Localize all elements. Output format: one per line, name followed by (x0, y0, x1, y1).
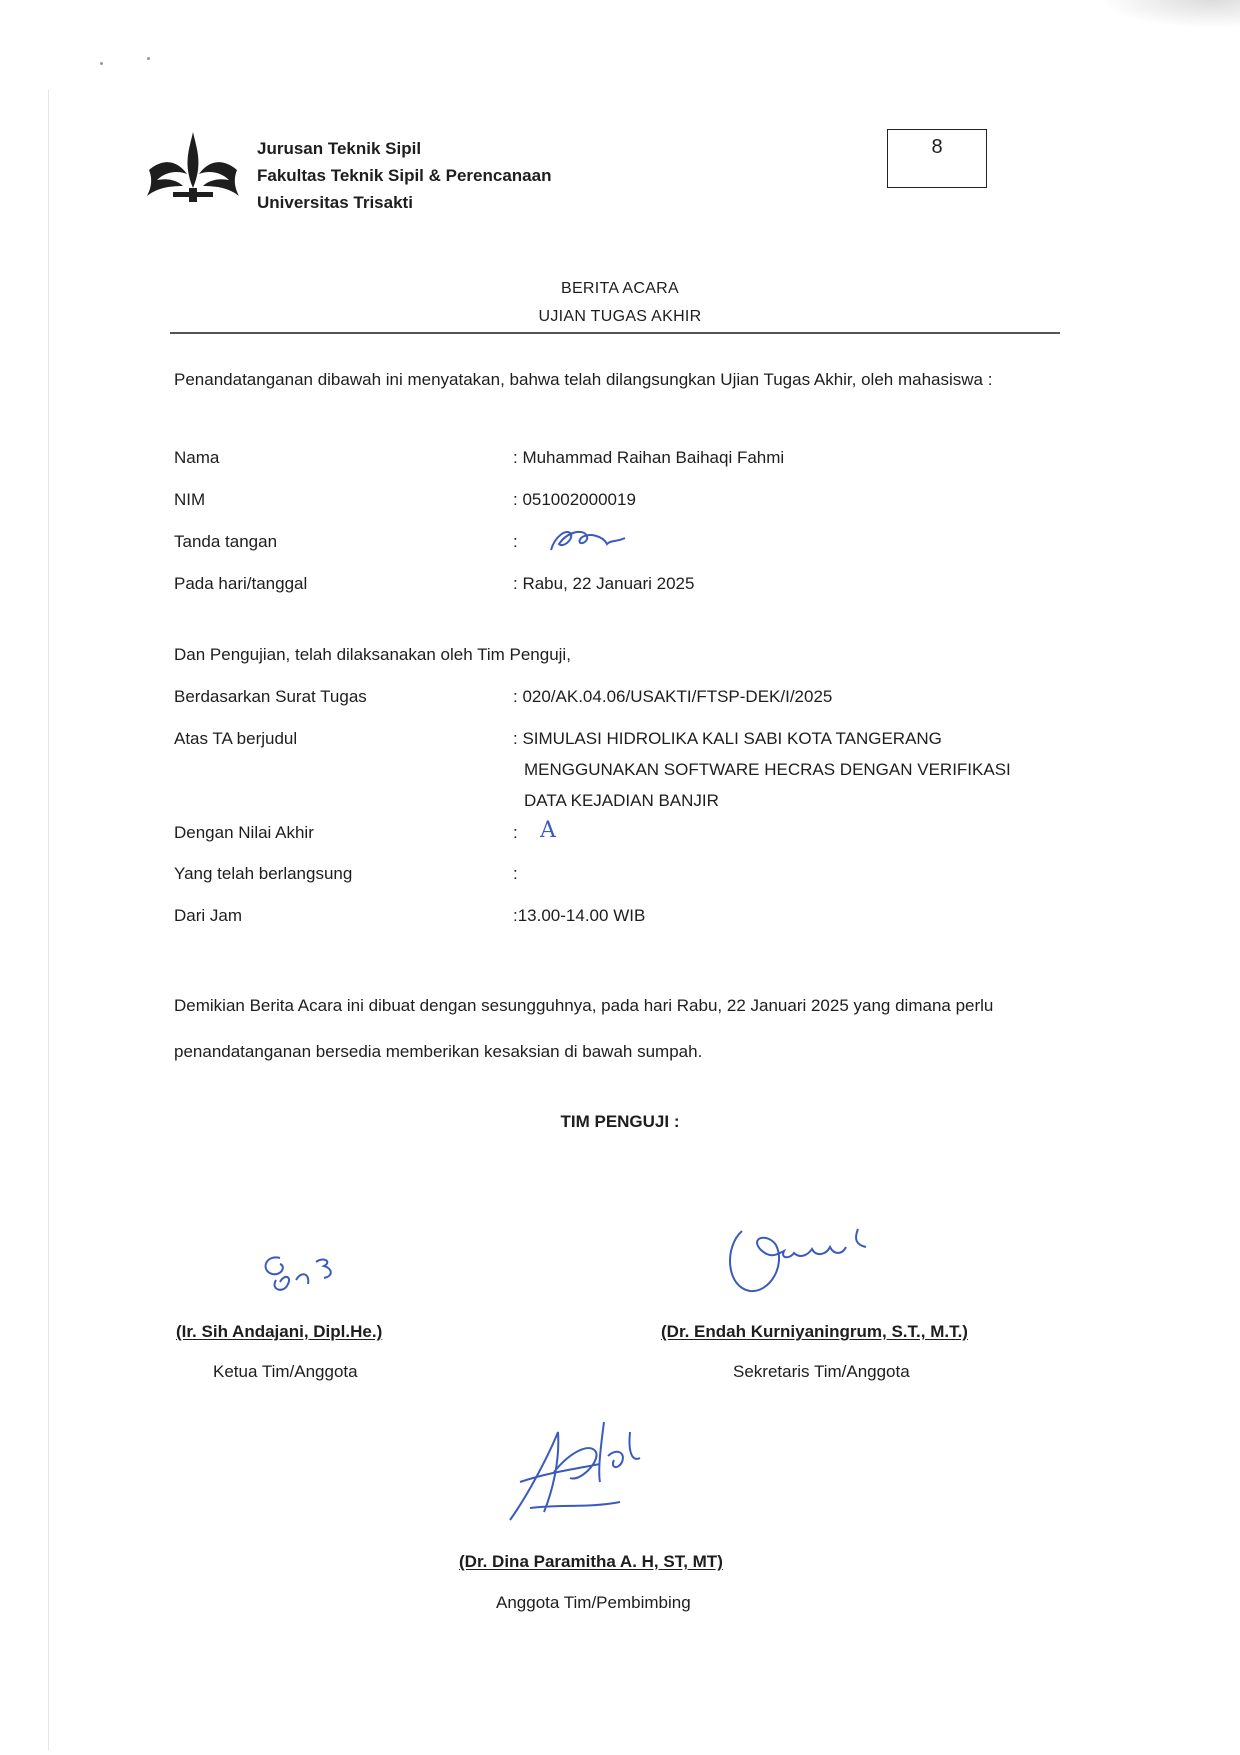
nama-label: Nama (174, 448, 220, 467)
examiner-1-role: Ketua Tim/Anggota (213, 1362, 358, 1381)
judul-line-2: MENGGUNAKAN SOFTWARE HECRAS DENGAN VERIFIKASI (524, 760, 1011, 779)
surat-label: Berdasarkan Surat Tugas (174, 687, 367, 706)
tim-penguji-heading: TIM PENGUJI : (560, 1112, 680, 1131)
scan-speck (147, 57, 150, 60)
document-title: BERITA ACARA (560, 280, 679, 297)
student-signature-icon (545, 522, 630, 558)
examiner-2-role: Sekretaris Tim/Anggota (733, 1362, 910, 1381)
nama-value: : Muhammad Raihan Baihaqi Fahmi (513, 448, 785, 467)
scan-edge-line (48, 90, 49, 1750)
signature-label: Tanda tangan (174, 532, 278, 551)
judul-label: Atas TA berjudul (174, 729, 298, 748)
judul-line-3: DATA KEJADIAN BANJIR (524, 791, 719, 810)
jam-value: :13.00-14.00 WIB (513, 906, 646, 925)
university-name: Universitas Trisakti (257, 193, 413, 212)
page-number-box: 8 (887, 129, 987, 188)
examiner-3-role: Anggota Tim/Pembimbing (496, 1593, 691, 1612)
document-subtitle: UJIAN TUGAS AKHIR (538, 308, 702, 325)
title-divider (170, 332, 1060, 334)
examiner-1-name: (Ir. Sih Andajani, Dipl.He.) (176, 1322, 383, 1341)
signature-colon: : (513, 532, 518, 551)
tanggal-label: Pada hari/tanggal (174, 574, 308, 593)
institution-block (257, 135, 551, 216)
examiner-2-name: (Dr. Endah Kurniyaningrum, S.T., M.T.) (661, 1322, 968, 1341)
scan-speck (100, 62, 103, 65)
jam-label: Dari Jam (174, 906, 243, 925)
judul-line-1: : SIMULASI HIDROLIKA KALI SABI KOTA TANGERANG (513, 729, 942, 748)
trisakti-logo-icon (143, 130, 243, 206)
closing-paragraph: Demikian Berita Acara ini dibuat dengan sesungguhnya, pada hari Rabu, 22 Januari 2025 yang dimana perlu penandatanganan bersedia memberikan kesaksian di bawah sumpah. (174, 996, 994, 1061)
berlangsung-value: : (513, 864, 518, 883)
berlangsung-label: Yang telah berlangsung (174, 864, 353, 883)
nim-label: NIM (174, 490, 206, 509)
examiner-3-signature-icon (500, 1412, 660, 1532)
penguji-intro: Dan Pengujian, telah dilaksanakan oleh Tim Penguji, (174, 645, 571, 664)
nilai-label: Dengan Nilai Akhir (174, 823, 314, 842)
nilai-value: A (540, 818, 556, 843)
examiner-1-signature-icon (250, 1240, 370, 1300)
examiner-3-name: (Dr. Dina Paramitha A. H, ST, MT) (459, 1552, 723, 1571)
nim-value: : 051002000019 (513, 490, 636, 509)
department-name: Jurusan Teknik Sipil (257, 139, 422, 158)
tanggal-value: : Rabu, 22 Januari 2025 (513, 574, 695, 593)
faculty-name: Fakultas Teknik Sipil & Perencanaan (257, 166, 552, 185)
scan-smudge (1100, 0, 1240, 28)
intro-paragraph: Penandatanganan dibawah ini menyatakan, bahwa telah dilangsungkan Ujian Tugas Akhir, oleh mahasiswa : (174, 370, 993, 389)
nilai-colon: : (513, 823, 518, 842)
examiner-2-signature-icon (720, 1225, 950, 1305)
surat-value: : 020/AK.04.06/USAKTI/FTSP-DEK/I/2025 (513, 687, 833, 706)
